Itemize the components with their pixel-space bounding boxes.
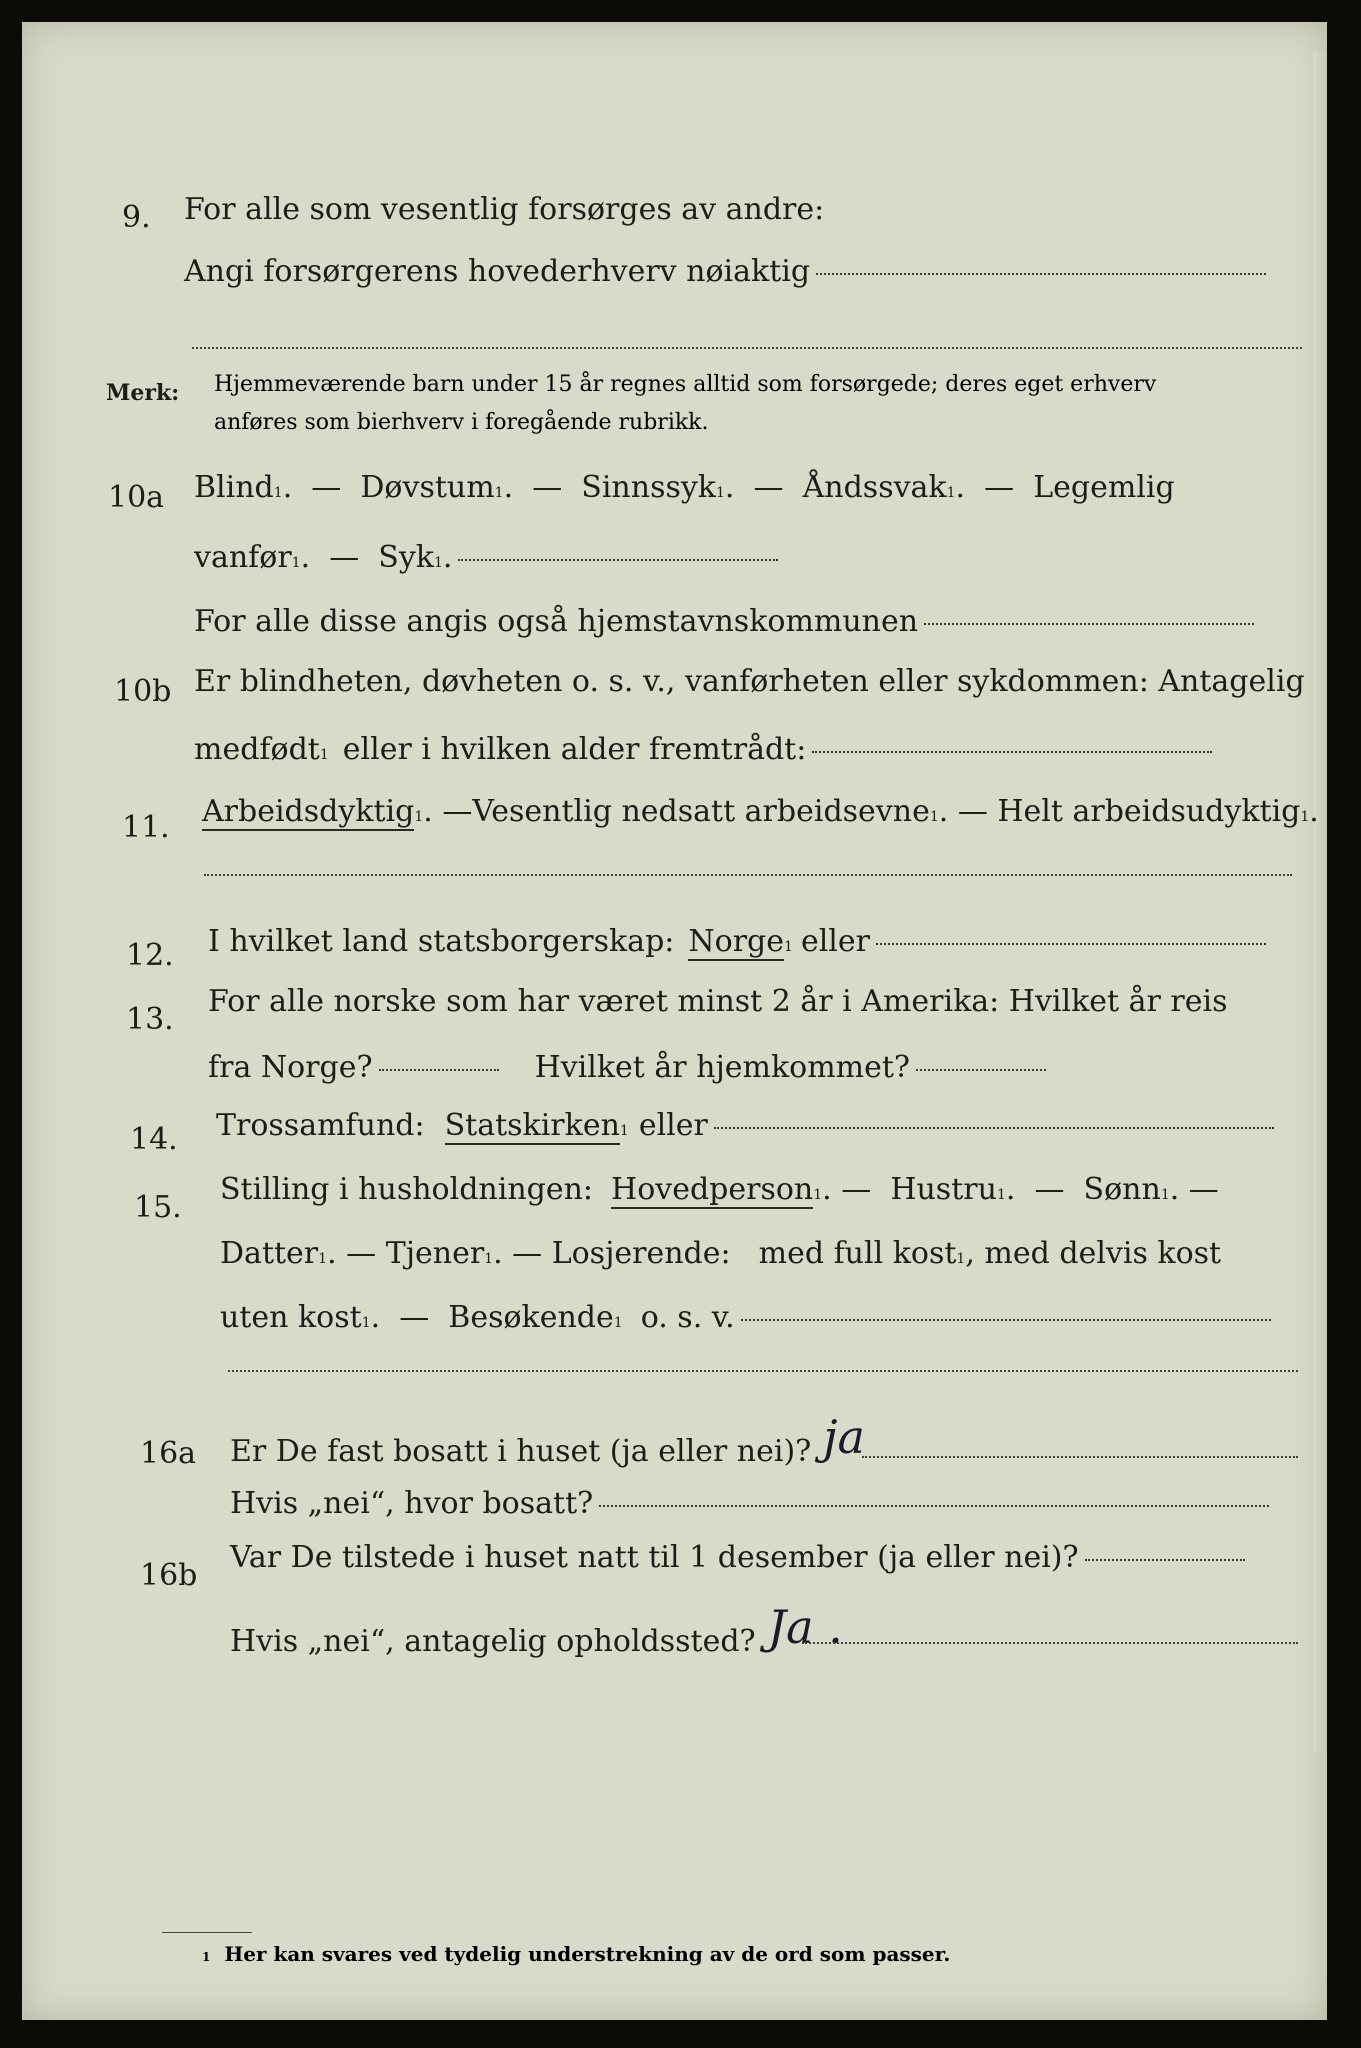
q14-answer-field[interactable] [714,1127,1274,1129]
q9-answer-field[interactable] [816,273,1266,275]
q15-losjerende: Losjerende: [551,1236,731,1271]
q15-utenkost[interactable]: uten kost [220,1300,362,1335]
q9-line2 [184,254,1327,289]
q13-reist-field[interactable] [379,1069,499,1071]
q15-answer-line[interactable] [228,1370,1298,1372]
merk-label: Merk: [106,380,180,406]
q10a-number: 10a [108,480,165,515]
footnote-mark: 1 [202,1950,211,1964]
q13-number: 13. [126,1002,174,1037]
q15-hovedperson[interactable]: Hovedperson [611,1172,814,1207]
q11-answer-line[interactable] [204,874,1292,876]
q12-text: I hvilket land statsborgerskap: [208,924,675,959]
q10a-vanfor[interactable]: vanfør [194,540,292,575]
q10a-legemlig[interactable]: Legemlig [1033,470,1175,505]
footnote-rule [162,1932,252,1933]
q12-number: 12. [126,938,174,973]
q16b-line1-text: Var De tilstede i huset natt til 1 desember (ja eller nei)? [230,1540,1079,1575]
q10a-line2: vanfør 1 . — Syk 1 . [194,540,1327,575]
q15-answer-field[interactable] [741,1319,1271,1321]
q15-text: Stilling i husholdningen: [220,1172,594,1207]
q10a-line1: Blind 1 . — Døvstum 1 . — Sinnssyk 1 . — Åndssvak 1 . — Legemlig [194,470,1175,505]
q15-line3: uten kost 1 . — Besøkende 1 o. s. v. [220,1300,1327,1335]
census-form-page [22,22,1327,2020]
q10b-medfodt[interactable]: medfødt [194,732,320,767]
q9-line1 [184,192,1327,227]
q11-arbeidsdyktig[interactable]: Arbeidsdyktig [202,794,415,829]
q15-tjener[interactable]: Tjener [385,1236,485,1271]
q11-number: 11. [122,810,170,845]
q16b-answer-field[interactable] [1085,1559,1245,1561]
q14-line1: Trossamfund: Statskirken 1 eller [216,1108,1327,1145]
q11-udyktig[interactable]: Helt arbeidsudyktig [997,794,1301,829]
q15-datter[interactable]: Datter [220,1236,319,1271]
q16b-line2 [230,1600,1327,1662]
q15-line1: Stilling i husholdningen: Hovedperson 1 . — Hustru 1 . — Sønn 1 . — [220,1172,1219,1207]
q10a-sinnssyk[interactable]: Sinnssyk [581,470,716,505]
q11-line1: Arbeidsdyktig 1 . — Vesentlig nedsatt arbeidsevne 1 . — Helt arbeidsudyktig 1 . [202,794,1319,829]
q14-number: 14. [130,1122,178,1157]
q16b-number: 16b [140,1558,198,1593]
q16a-answer-handwritten[interactable]: ja [823,1410,865,1464]
q12-rest: eller [800,924,870,959]
q10a-syk[interactable]: Syk [378,540,434,575]
q10b-line2-text: eller i hvilken alder fremtrådt: [342,732,807,767]
q15-hustru[interactable]: Hustru [890,1172,997,1207]
q10a-kommune-field[interactable] [924,623,1254,625]
q15-besokende[interactable]: Besøkende [448,1300,614,1335]
q11-nedsatt[interactable]: Vesentlig nedsatt arbeidsevne [472,794,930,829]
q13-line2b: Hvilket år hjemkommet? [534,1050,911,1085]
q15-osv: o. s. v. [640,1300,735,1335]
q16a-line2-text: Hvis „nei“, hvor bosatt? [230,1486,594,1521]
q15-sonn[interactable]: Sønn [1083,1172,1161,1207]
q16b-line2-text: Hvis „nei“, antagelig opholdssted? [230,1624,756,1659]
footnote-text: Her kan svares ved tydelig understrekning av de ord som passer. [224,1942,951,1966]
q10b-line1: Er blindheten, døvheten o. s. v., vanførheten eller sykdommen: Antagelig [194,664,1305,699]
q16a-bosatt-field[interactable] [599,1505,1269,1507]
q10a-syk-field[interactable] [458,559,778,561]
merk-line2: anføres som bierhverv i foregående rubrikk. [214,410,709,435]
q10a-andssvak[interactable]: Åndssvak [802,470,947,505]
q9-answer-line[interactable] [192,347,1302,349]
q16a-answer-line[interactable] [862,1456,1298,1458]
q13-hjemkommet-field[interactable] [916,1069,1046,1071]
q12-norge[interactable]: Norge [688,924,785,959]
q9-line2-text: Angi forsørgerens hovederhverv nøiaktig [184,254,811,289]
q15-number: 15. [134,1190,182,1225]
q10a-dovstum[interactable]: Døvstum [360,470,495,505]
q16a-line2 [230,1486,1327,1521]
q10a-line3 [194,604,1327,639]
q16a-line1 [230,1410,1327,1472]
q10b-alder-field[interactable] [812,751,1212,753]
q14-text: Trossamfund: [216,1108,425,1143]
q15-line2: Datter 1 . — Tjener 1 . — Losjerende: med full kost 1 , med delvis kost [220,1236,1222,1271]
q15-delviskost[interactable]: med delvis kost [984,1236,1222,1271]
q16b-answer-line[interactable] [802,1642,1298,1644]
q16a-line1-text: Er De fast bosatt i huset (ja eller nei)? [230,1434,812,1469]
q9-line1-text: For alle som vesentlig forsørges av andre: [184,192,825,227]
q10a-blind[interactable]: Blind [194,470,274,505]
q10a-line3-text: For alle disse angis også hjemstavnskommunen [194,604,919,639]
footnote [202,1942,950,1966]
q13-line1: For alle norske som har været minst 2 år i Amerika: Hvilket år reis [208,984,1228,1019]
q13-line2a: fra Norge? [208,1050,373,1085]
q12-answer-field[interactable] [876,943,1266,945]
q10b-number: 10b [114,674,172,709]
q15-fullkost[interactable]: med full kost [758,1236,957,1271]
merk-line1: Hjemmeværende barn under 15 år regnes alltid som forsørgede; deres eget erhverv [214,372,1157,397]
q16b-line1 [230,1540,1327,1575]
q10b-line2: medfødt 1 eller i hvilken alder fremtrådt: [194,732,1327,767]
q13-line2 [208,1050,1327,1085]
q16b-answer-handwritten[interactable]: Ja . [767,1600,843,1654]
q14-rest: eller [638,1108,708,1143]
q12-line1: I hvilket land statsborgerskap: Norge 1 eller [208,924,1327,961]
q9-number: 9. [122,200,151,235]
q14-statskirken[interactable]: Statskirken [444,1108,620,1143]
q16a-number: 16a [140,1436,197,1471]
